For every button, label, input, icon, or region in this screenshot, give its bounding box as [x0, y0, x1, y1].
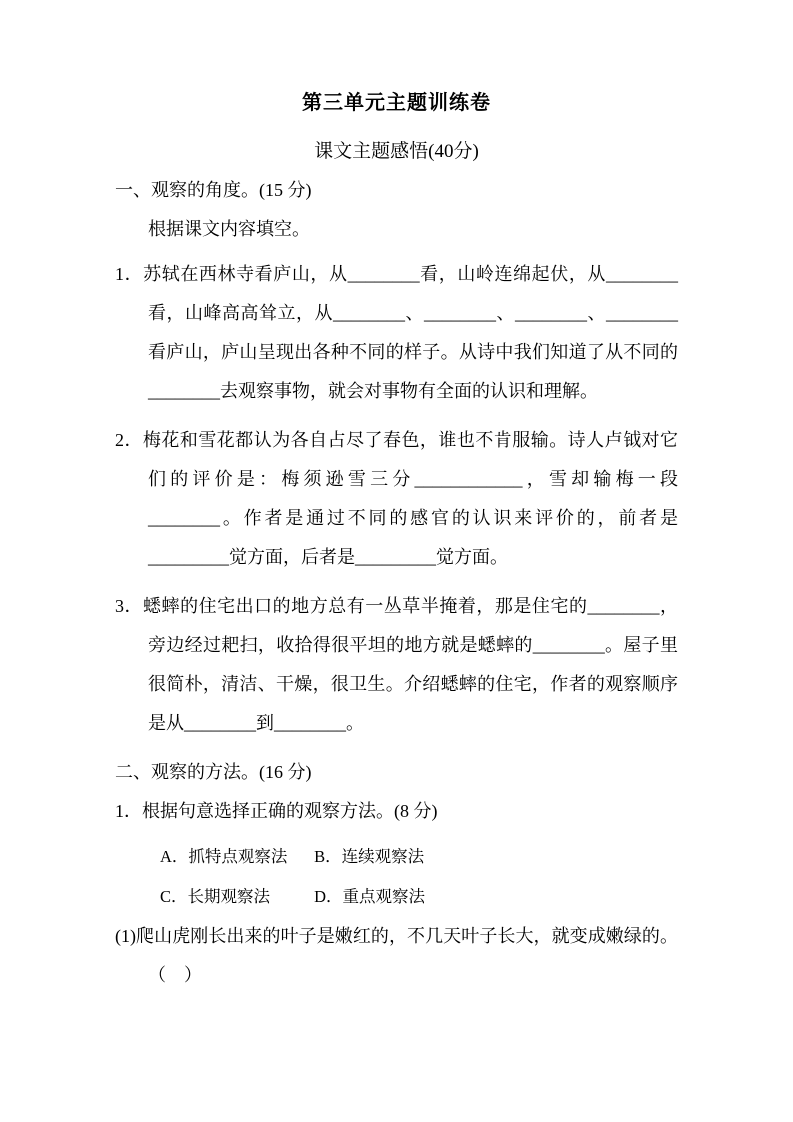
question-1: 1．苏轼在西林寺看庐山，从________看，山岭连绵起伏，从________看，山峰高高耸立，从________、________、________、________看庐山，庐山呈现出各种不同的样子。从诗中我们知道了从不同的________去观察事物，就会对事物有全面的认识和理解。 — [115, 264, 678, 401]
question-3: 3．蟋蟀的住宅出口的地方总有一丛草半掩着，那是住宅的________，旁边经过耙扫，收拾得很平坦的地方就是蟋蟀的________。屋子里很简朴，清洁、干燥，很卫生。介绍蟋蟀的住宅，作者的观察顺序是从________到________。 — [115, 596, 678, 733]
options-row-cd — [115, 877, 678, 917]
sub-item-1: (1)爬山虎刚长出来的叶子是嫩红的，不几天叶子长大，就变成嫩绿的。（ ） — [115, 926, 678, 985]
section1-heading: 一、观察的角度。(15 分) — [115, 180, 312, 200]
section1-intro: 根据课文内容填空。 — [148, 219, 310, 239]
options-row-ab — [115, 837, 678, 877]
page-subtitle: 课文主题感悟(40分) — [314, 141, 479, 162]
option-b: B．连续观察法 — [314, 847, 425, 866]
option-a: A．抓特点观察法 — [160, 847, 288, 866]
section2-question-1: 1．根据句意选择正确的观察方法。(8 分) — [115, 801, 438, 821]
question-2: 2．梅花和雪花都认为各自占尽了春色，谁也不肯服输。诗人卢钺对它们的评价是：梅须逊雪三分____________，雪却输梅一段________。作者是通过不同的感官的认识来评价的，前者是_________觉方面，后者是_________觉方面。 — [115, 430, 678, 567]
option-d: D．重点观察法 — [314, 887, 426, 906]
option-c: C．长期观察法 — [160, 887, 271, 906]
section2-heading: 二、观察的方法。(16 分) — [115, 762, 312, 782]
page-title: 第三单元主题训练卷 — [302, 92, 491, 114]
